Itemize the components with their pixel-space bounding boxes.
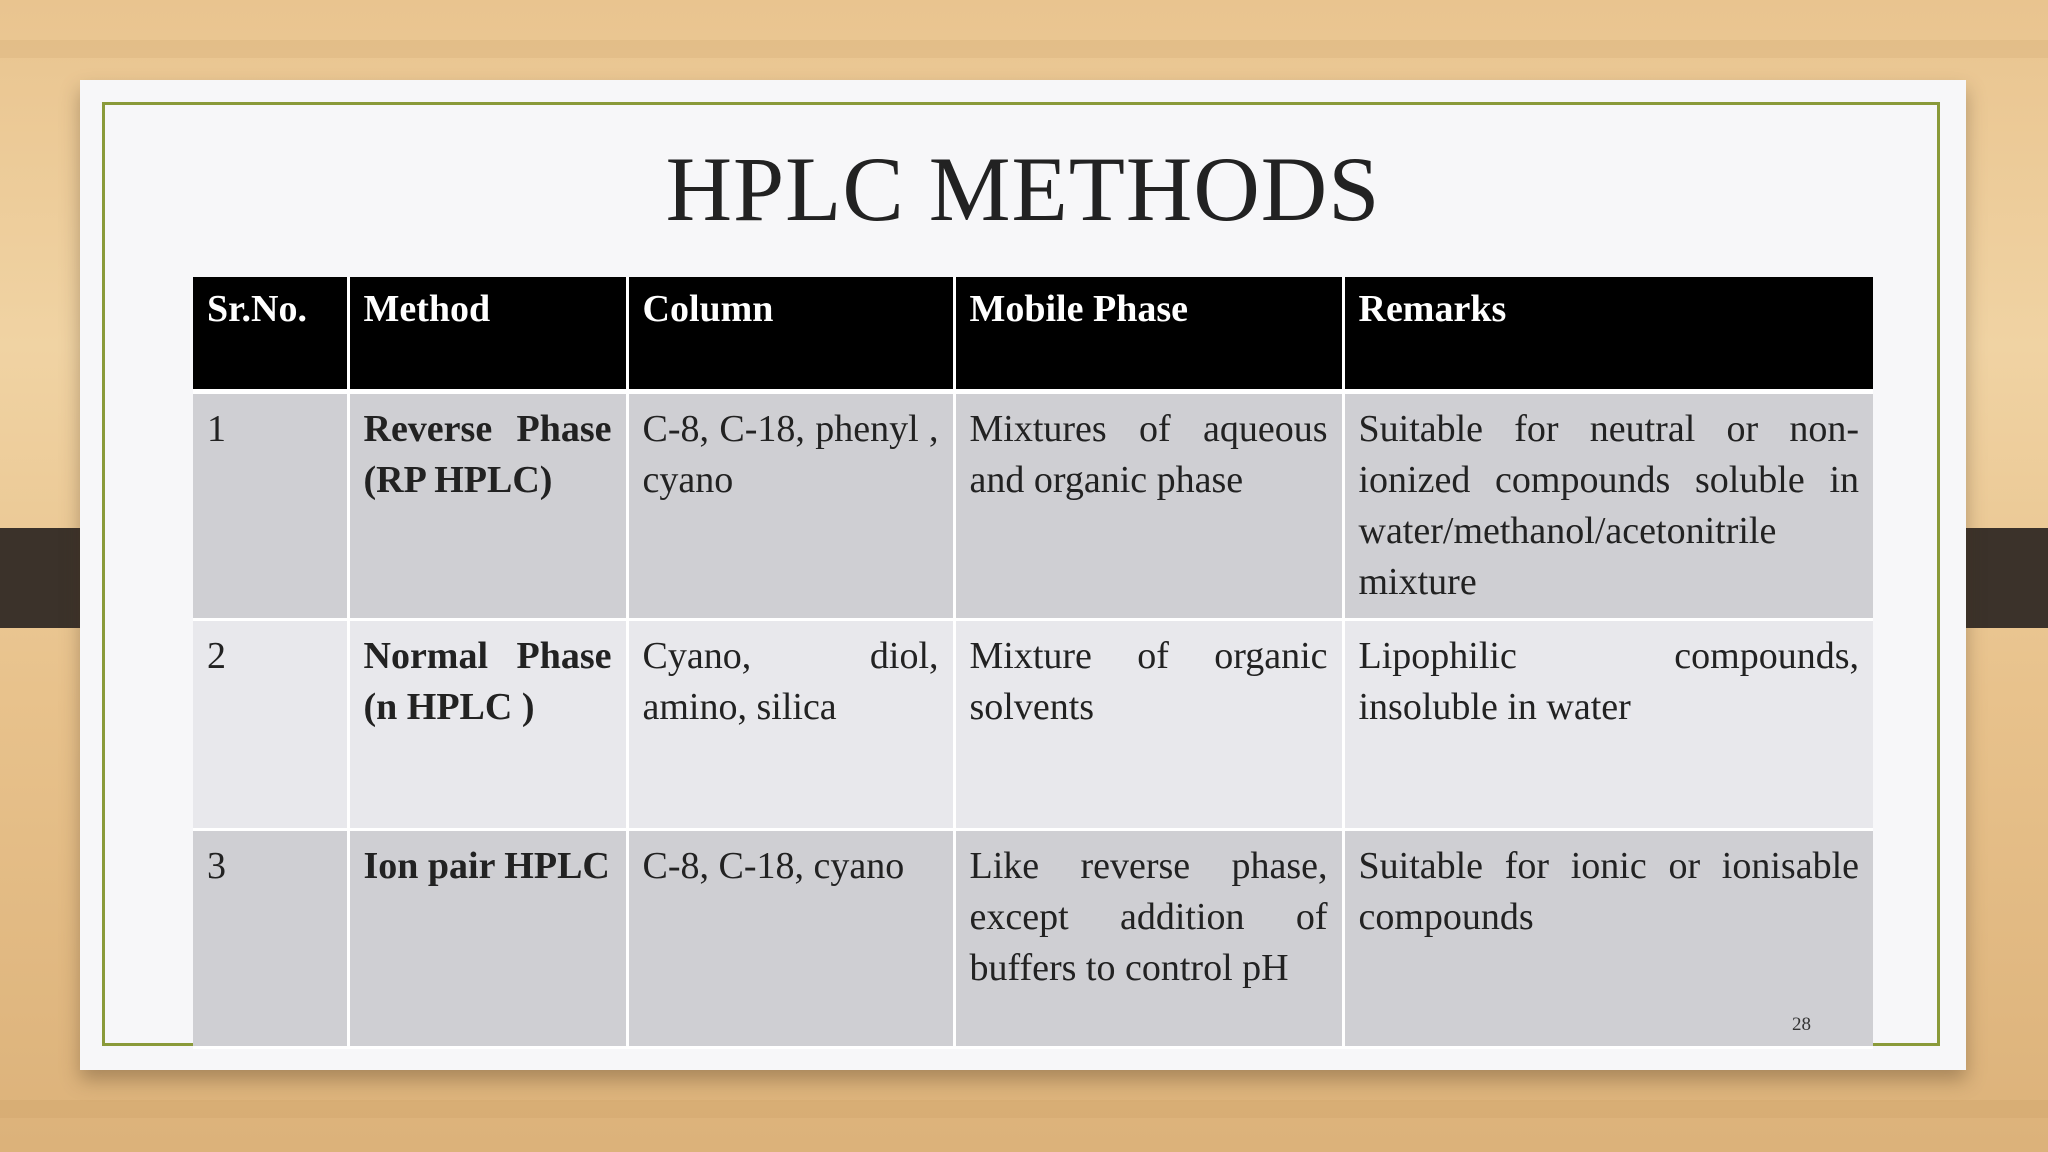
table-row [193,620,1873,830]
cell-column: C-8, C-18, phenyl , cyano [627,392,954,620]
cell-mobile-phase: Mixture of organic solvents [954,620,1343,830]
page-number: 28 [1792,1014,1811,1035]
wood-streak [0,40,2048,58]
hplc-methods-table [193,277,1873,1049]
wood-streak [0,1100,2048,1118]
header-mobile-phase: Mobile Phase [954,277,1343,392]
table-header-row [193,277,1873,392]
slide [80,80,1966,1070]
cell-column: Cyano, diol, amino, silica [627,620,954,830]
cell-column: C-8, C-18, cyano [627,830,954,1048]
cell-remarks: Suitable for ionic or ionisable compounds [1343,830,1873,1048]
cell-sr-no: 1 [193,392,348,620]
cell-mobile-phase: Mixtures of aqueous and organic phase [954,392,1343,620]
header-method: Method [348,277,627,392]
slide-title: HPLC METHODS [665,138,1381,240]
table-row [193,392,1873,620]
cell-mobile-phase: Like reverse phase, except addition of buffers to control pH [954,830,1343,1048]
cell-method: Reverse Phase (RP HPLC) [348,392,627,620]
cell-method: Ion pair HPLC [348,830,627,1048]
cell-remarks: Lipophilic compounds, insoluble in water [1343,620,1873,830]
header-remarks: Remarks [1343,277,1873,392]
header-sr-no: Sr.No. [193,277,348,392]
cell-remarks: Suitable for neutral or non-ionized compounds soluble in water/methanol/acetonitrile mixture [1343,392,1873,620]
cell-sr-no: 3 [193,830,348,1048]
cell-sr-no: 2 [193,620,348,830]
table-row [193,830,1873,1048]
header-column: Column [627,277,954,392]
cell-method: Normal Phase (n HPLC ) [348,620,627,830]
